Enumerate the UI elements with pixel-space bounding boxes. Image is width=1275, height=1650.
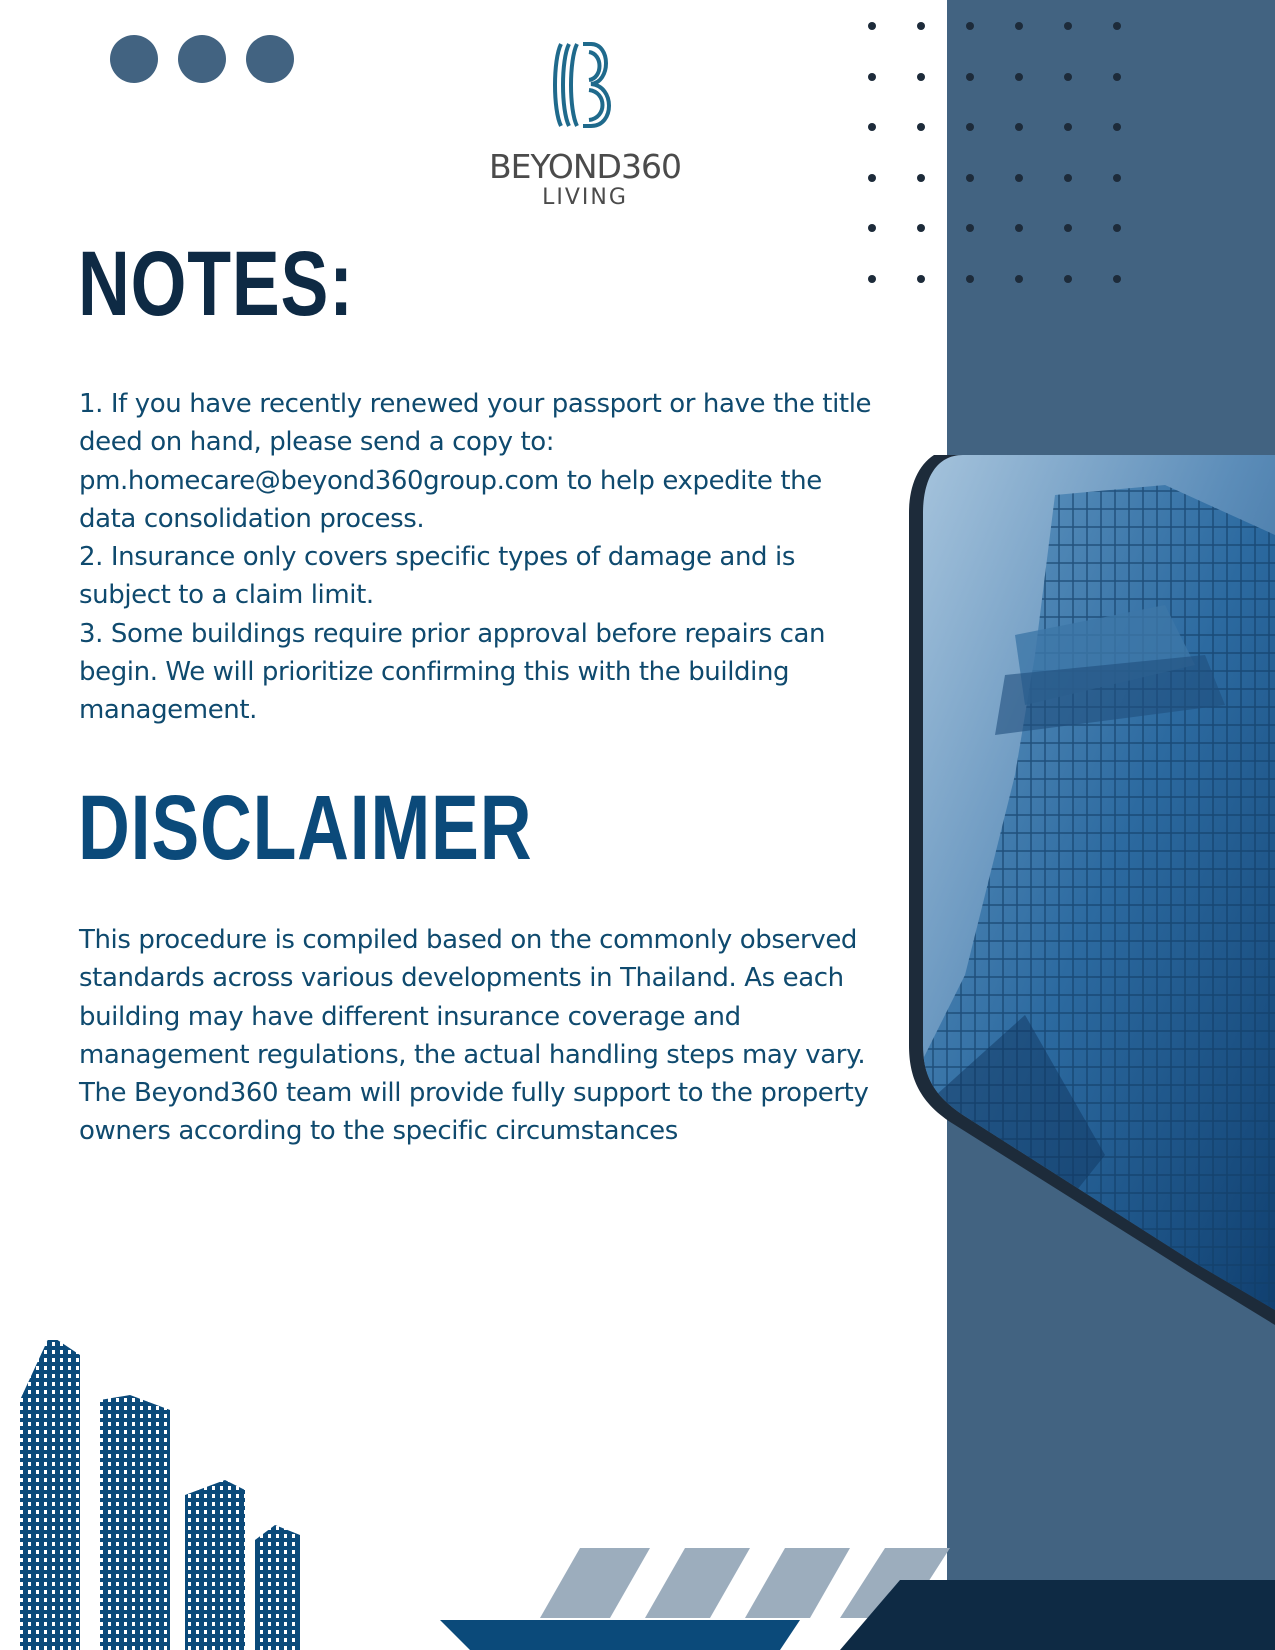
decorative-dot — [1064, 73, 1072, 81]
decorative-circles — [110, 35, 314, 87]
decorative-dot — [868, 174, 876, 182]
decorative-dot — [1113, 224, 1121, 232]
decorative-dot — [868, 73, 876, 81]
notes-heading: NOTES: — [78, 233, 354, 335]
note-item: 2. Insurance only covers specific types of damage and is subject to a claim limit. — [79, 542, 795, 611]
brand-subtitle: LIVING — [542, 185, 628, 210]
decorative-dot — [966, 275, 974, 283]
decorative-dot — [917, 224, 925, 232]
decorative-dot — [917, 275, 925, 283]
decorative-dot — [1113, 22, 1121, 30]
disclaimer-heading: DISCLAIMER — [78, 777, 533, 879]
note-item: 1. If you have recently renewed your passport or have the title deed on hand, please send a copy to: pm.homecare@beyond360group.com to help expedite the data consolidation process. — [79, 389, 872, 534]
decorative-dot — [917, 123, 925, 131]
decorative-dot — [966, 123, 974, 131]
decorative-dot — [1015, 224, 1023, 232]
decorative-dot — [1064, 275, 1072, 283]
decorative-dot — [868, 123, 876, 131]
decorative-dot — [868, 22, 876, 30]
decorative-dot — [868, 224, 876, 232]
decorative-dot — [966, 22, 974, 30]
decorative-dot — [1015, 123, 1023, 131]
decorative-dot — [1113, 275, 1121, 283]
decorative-dot — [966, 174, 974, 182]
decorative-circle — [178, 35, 226, 83]
note-item: 3. Some buildings require prior approval before repairs can begin. We will prioritize confirming this with the building management. — [79, 618, 826, 726]
decorative-dot — [1064, 224, 1072, 232]
decorative-dot — [1113, 73, 1121, 81]
decorative-dot — [1015, 174, 1023, 182]
decorative-dot — [1064, 22, 1072, 30]
decorative-dot — [966, 73, 974, 81]
decorative-dot — [1113, 123, 1121, 131]
bottom-stripe-decoration — [440, 1540, 1275, 1650]
decorative-dot — [868, 275, 876, 283]
decorative-dot — [1015, 275, 1023, 283]
decorative-dot — [1113, 174, 1121, 182]
decorative-dot-grid — [868, 22, 1128, 292]
decorative-circle — [110, 35, 158, 83]
decorative-dot — [1064, 123, 1072, 131]
beyond360-b-mark-icon — [553, 40, 617, 130]
decorative-dot — [1015, 22, 1023, 30]
decorative-circle — [246, 35, 294, 83]
city-skyline-illustration — [10, 1340, 310, 1650]
disclaimer-text: This procedure is compiled based on the commonly observed standards across various developments in Thailand. As each building may have different insurance coverage and management regulations, the actual handling steps may vary. The Beyond360 team will provide fully support to the property owners according to the specific circumstances — [79, 925, 869, 1147]
skyscraper-photo — [905, 455, 1275, 1350]
decorative-dot — [1064, 174, 1072, 182]
brand-name: BEYOND360 — [489, 147, 681, 186]
decorative-dot — [917, 73, 925, 81]
decorative-dot — [917, 174, 925, 182]
decorative-dot — [966, 224, 974, 232]
notes-list — [79, 385, 879, 730]
brand-logo — [470, 40, 700, 209]
decorative-dot — [917, 22, 925, 30]
decorative-dot — [1015, 73, 1023, 81]
